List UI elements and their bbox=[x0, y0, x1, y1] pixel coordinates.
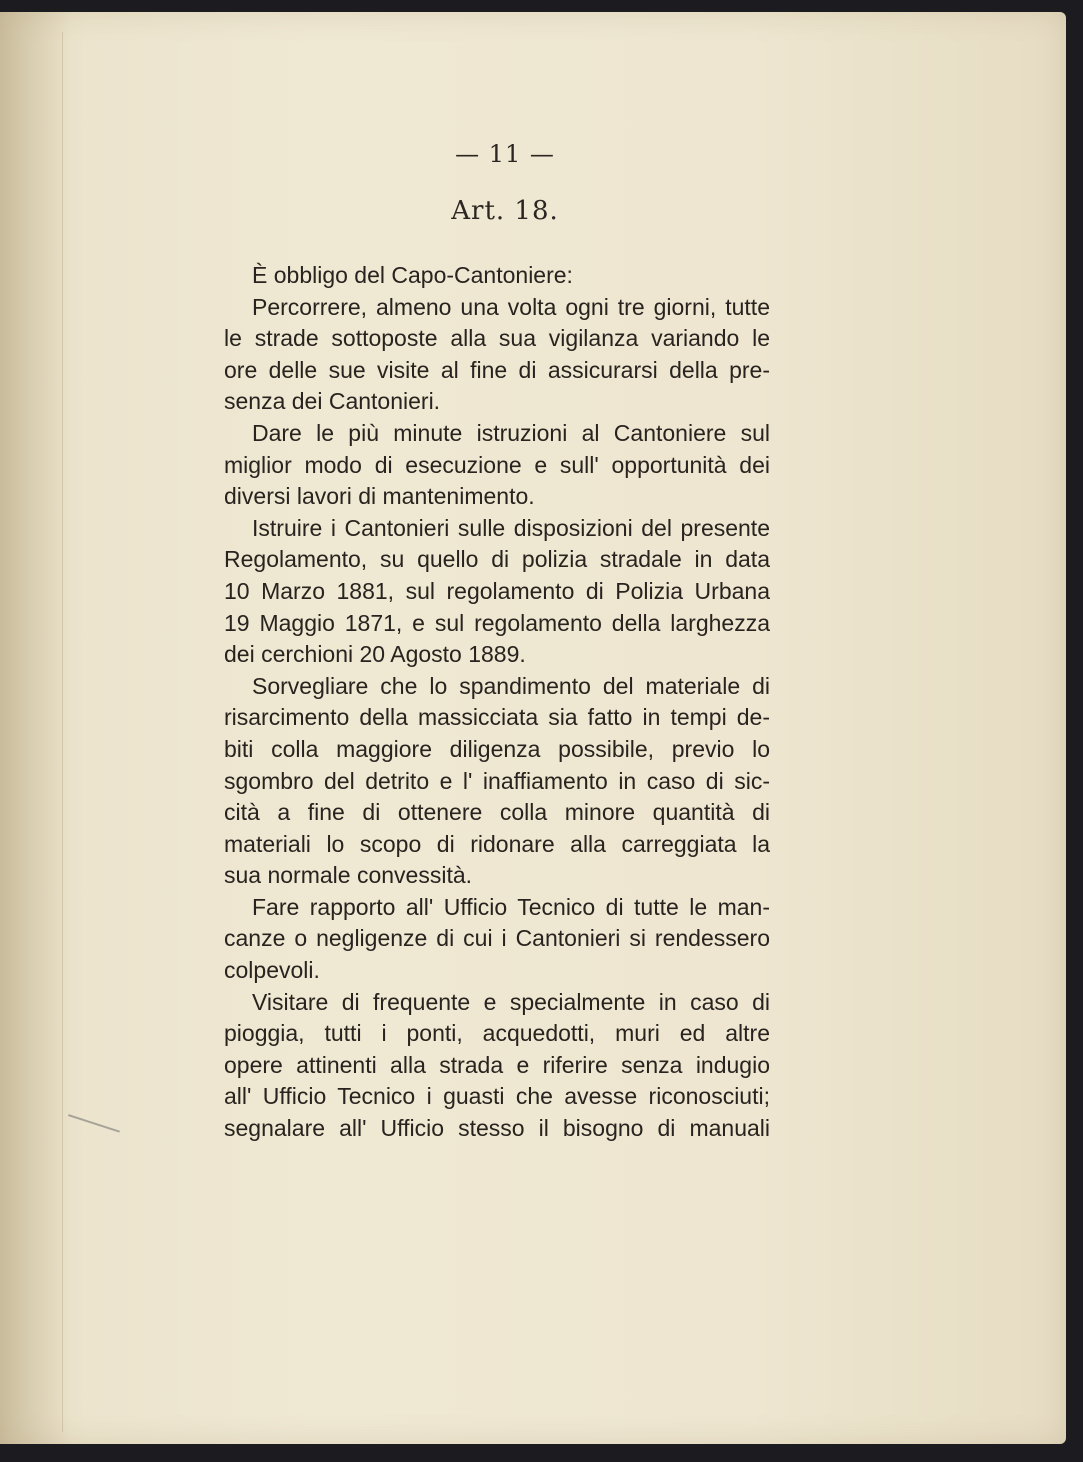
document-page bbox=[0, 12, 1066, 1444]
text-line: le strade sottoposte alla sua vigilanza variando le bbox=[224, 325, 770, 352]
text-line: Sorvegliare che lo spandimento del materiale di bbox=[252, 672, 770, 699]
article-heading: Art. 18. bbox=[451, 196, 559, 226]
pencil-mark bbox=[68, 1093, 127, 1133]
text-line: Visitare di frequente e specialmente in caso di bbox=[252, 988, 770, 1015]
text-line: pioggia, tutti i ponti, acquedotti, muri ed altre bbox=[224, 1020, 770, 1047]
text-line: segnalare all' Ufficio stesso il bisogno di manuali bbox=[224, 1115, 770, 1142]
text-line: senza dei Cantonieri. bbox=[224, 388, 441, 415]
text-line: È obbligo del Capo-Cantoniere: bbox=[252, 262, 573, 288]
text-line: dei cerchioni 20 Agosto 1889. bbox=[224, 641, 526, 668]
text-line: canze o negligenze di cui i Cantonieri si rendessero bbox=[224, 925, 770, 952]
text-line: colpevoli. bbox=[224, 957, 320, 984]
text-line: Percorrere, almeno una volta ogni tre giorni, tutte bbox=[252, 293, 770, 320]
text-line: risarcimento della massicciata sia fatto in tempi de- bbox=[224, 704, 770, 731]
text-line: ore delle sue visite al fine di assicurarsi della pre- bbox=[224, 356, 770, 383]
text-line: sua normale convessità. bbox=[224, 862, 473, 889]
text-line: all' Ufficio Tecnico i guasti che avesse riconosciuti; bbox=[224, 1083, 770, 1110]
page-fold-line bbox=[62, 32, 63, 1432]
page-number: — 11 — bbox=[455, 140, 555, 168]
text-line: 10 Marzo 1881, sul regolamento di Polizia Urbana bbox=[224, 577, 770, 604]
text-line: Fare rapporto all' Ufficio Tecnico di tutte le man- bbox=[252, 893, 770, 920]
text-line: diversi lavori di mantenimento. bbox=[224, 483, 535, 510]
page-gutter-shadow bbox=[0, 12, 70, 1444]
text-line: sgombro del detrito e l' inaffiamento in caso di sic- bbox=[224, 767, 770, 794]
text-line: materiali lo scopo di ridonare alla carreggiata la bbox=[224, 830, 770, 857]
text-line: 19 Maggio 1871, e sul regolamento della larghezza bbox=[224, 609, 770, 636]
text-line: Istruire i Cantonieri sulle disposizioni del presente bbox=[252, 514, 770, 541]
text-line: Dare le più minute istruzioni al Cantoniere sul bbox=[252, 419, 770, 446]
text-line: Regolamento, su quello di polizia stradale in data bbox=[224, 546, 770, 573]
text-line: cità a fine di ottenere colla minore quantità di bbox=[224, 799, 770, 826]
text-line: opere attinenti alla strada e riferire senza indugio bbox=[224, 1051, 770, 1078]
article-body bbox=[224, 260, 770, 1145]
text-line: biti colla maggiore diligenza possibile, previo lo bbox=[224, 735, 770, 762]
text-line: miglior modo di esecuzione e sull' opportunità dei bbox=[224, 451, 770, 478]
